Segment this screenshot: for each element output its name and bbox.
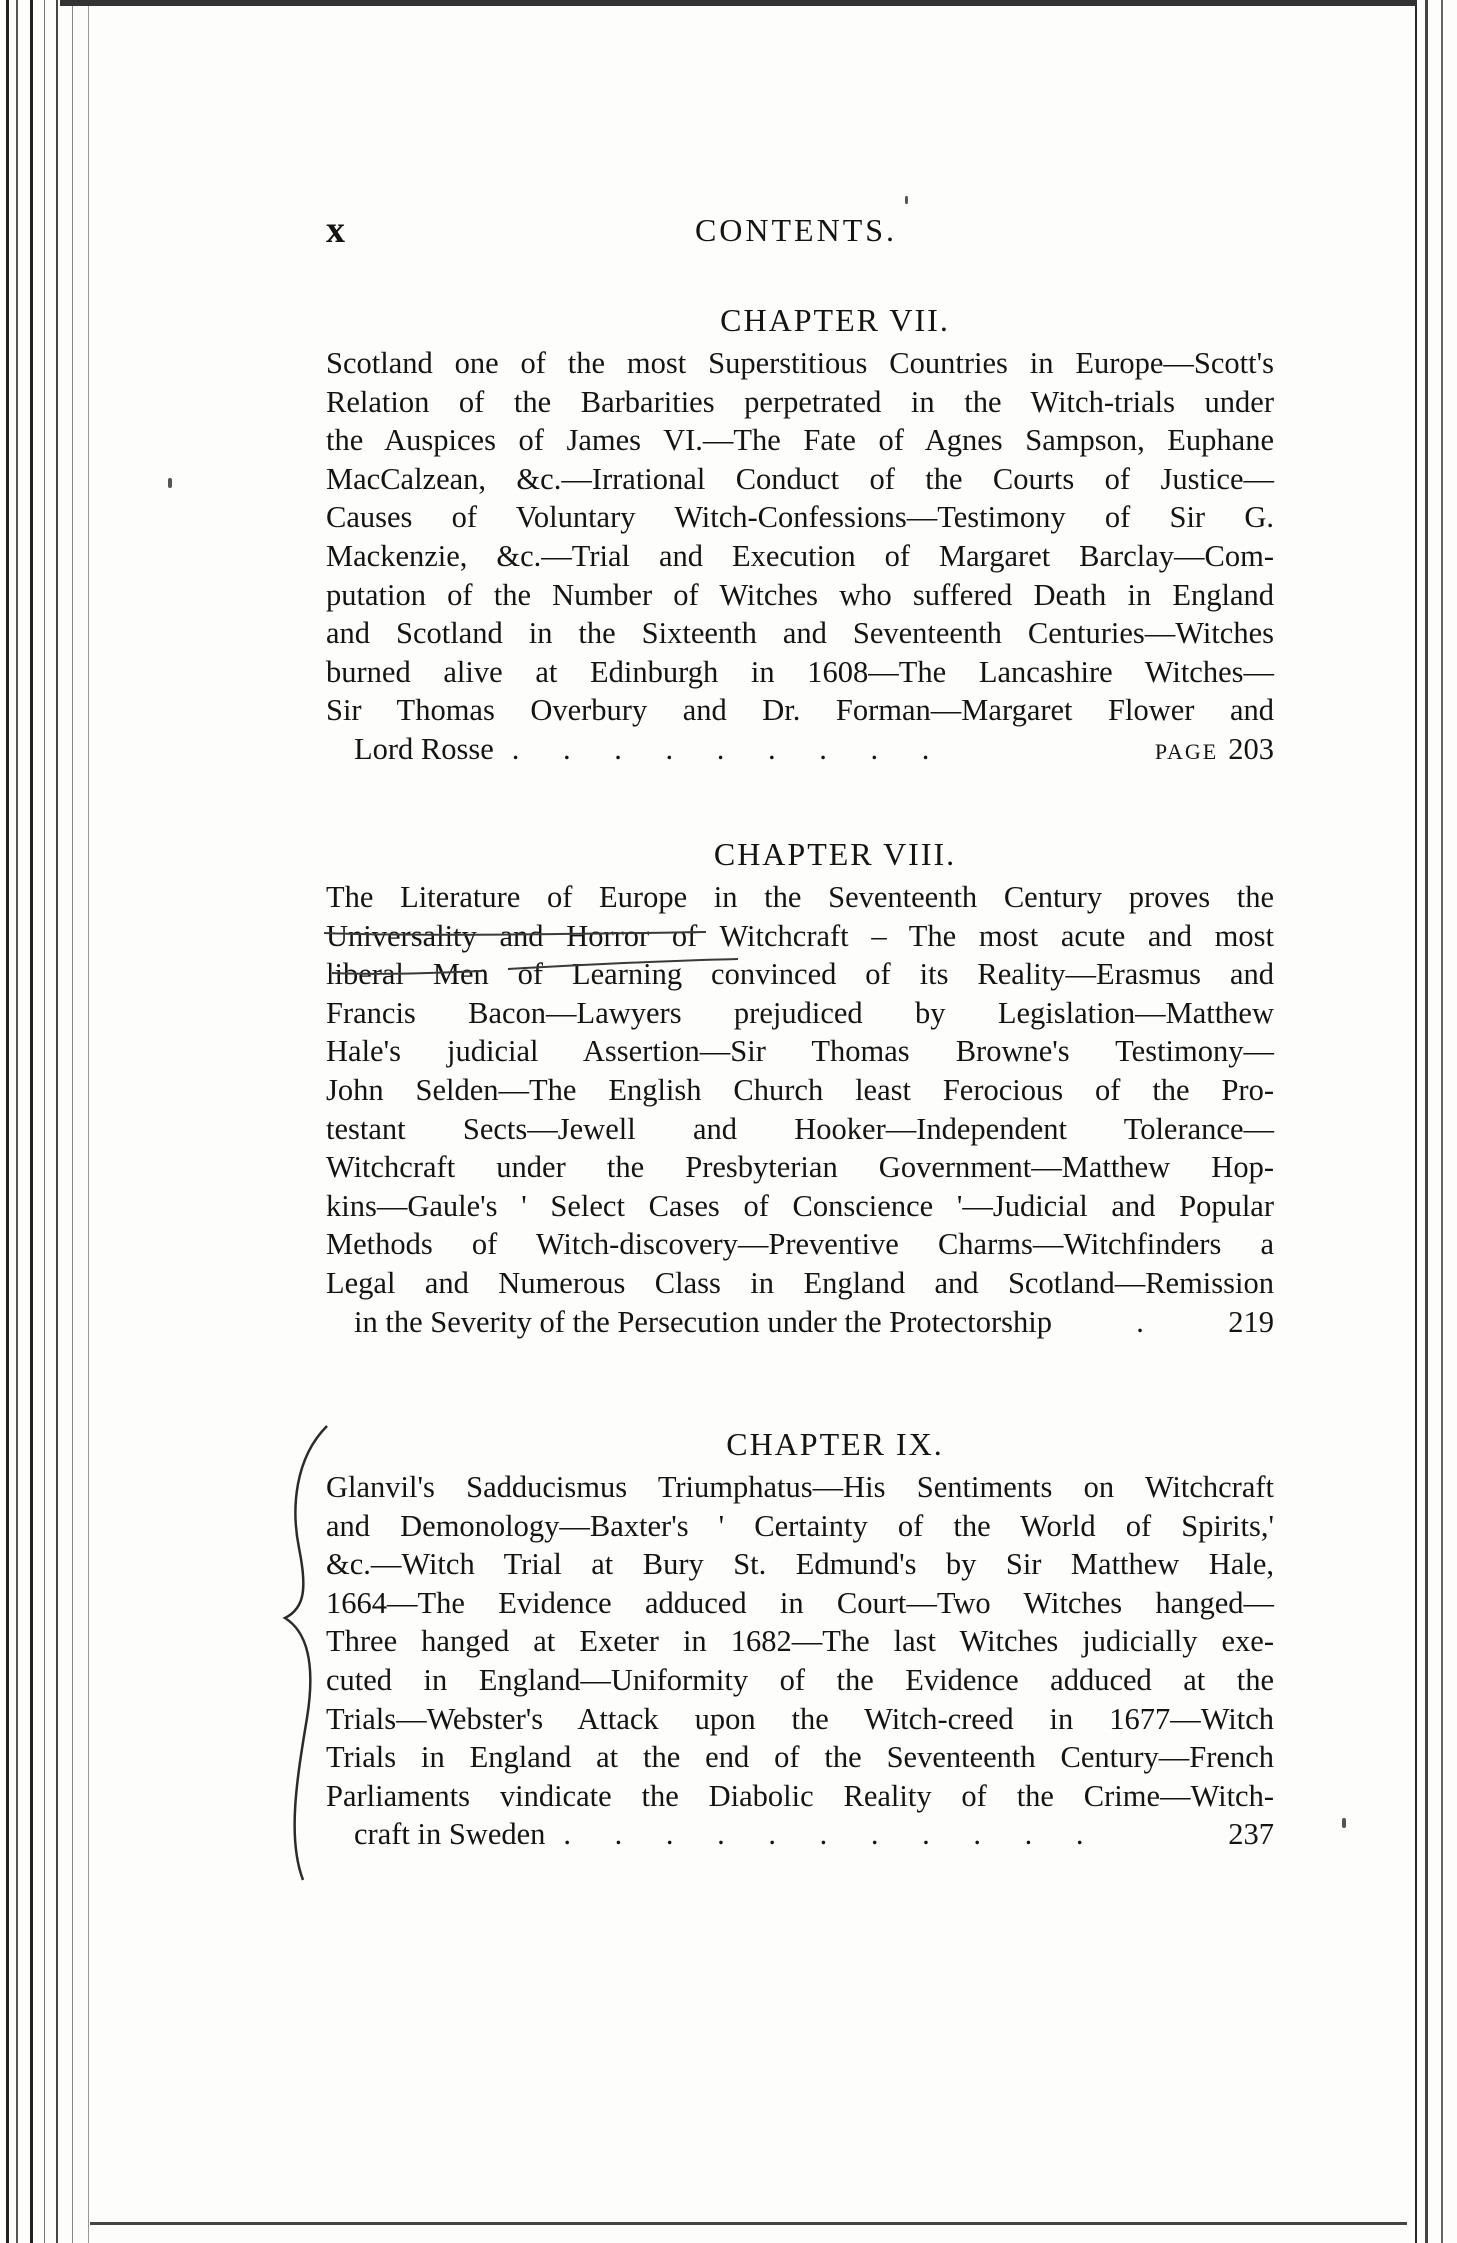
summary-line: Relation of the Barbarities perpetrated in the Witch-trials under xyxy=(326,384,1274,419)
summary-line: Glanvil's Sadducismus Triumphatus—His Sentiments on Witchcraft xyxy=(326,1470,1274,1504)
chapter-9-entry xyxy=(326,1420,1274,1854)
summary-line: and Scotland in the Sixteenth and Seventeenth Centuries—Witches xyxy=(326,616,1274,651)
page-reference-row xyxy=(326,730,1274,772)
binding-edge xyxy=(0,0,108,2243)
page-number: 237 xyxy=(1228,1817,1274,1852)
page-label: PAGE xyxy=(1154,738,1219,764)
summary-line: and Demonology—Baxter's ' Certainty of the World of Spirits,' xyxy=(326,1508,1274,1543)
summary-line: Francis Bacon—Lawyers prejudiced by Legislation—Matthew xyxy=(326,995,1274,1030)
summary-last-line: in the Severity of the Persecution under the Protectorship xyxy=(354,1304,1052,1339)
summary-line: liberal Men of Learning convinced of its Reality—Erasmus and xyxy=(326,957,1274,992)
dot-leader: . . . . . . . . . xyxy=(511,731,948,766)
right-page-edge xyxy=(1397,0,1457,2243)
summary-line: burned alive at Edinburgh in 1608—The Lancashire Witches— xyxy=(326,654,1274,689)
chapter-7-entry xyxy=(326,296,1274,772)
summary-line: kins—Gaule's ' Select Cases of Conscience '—Judicial and Popular xyxy=(326,1188,1274,1223)
summary-line: testant Sects—Jewell and Hooker—Independent Tolerance— xyxy=(326,1111,1274,1146)
summary-line: Legal and Numerous Class in England and Scotland—Remission xyxy=(326,1265,1274,1300)
summary-last-line: craft in Sweden xyxy=(354,1817,546,1852)
summary-line: Trials in England at the end of the Seventeenth Century—French xyxy=(326,1740,1274,1775)
summary-line: 1664—The Evidence adduced in Court—Two Witches hanged— xyxy=(326,1585,1274,1620)
summary-line: Hale's judicial Assertion—Sir Thomas Browne's Testimony— xyxy=(326,1034,1274,1069)
running-head xyxy=(326,208,1266,258)
summary-line: &c.—Witch Trial at Bury St. Edmund's by Sir Matthew Hale, xyxy=(326,1547,1274,1582)
pencil-underline-mark xyxy=(318,905,918,985)
summary-line: Trials—Webster's Attack upon the Witch-creed in 1677—Witch xyxy=(326,1701,1274,1736)
chapter-summary xyxy=(326,1468,1274,1854)
stray-mark xyxy=(905,196,908,204)
top-page-edge xyxy=(60,0,1417,6)
bottom-page-edge xyxy=(90,2222,1407,2225)
stray-mark xyxy=(1342,1818,1346,1828)
summary-line: John Selden—The English Church least Ferocious of the Pro- xyxy=(326,1072,1274,1107)
summary-line: Scotland one of the most Superstitious Countries in Europe—Scott's xyxy=(326,346,1274,380)
summary-line: Causes of Voluntary Witch-Confessions—Testimony of Sir G. xyxy=(326,500,1274,535)
summary-line: The Literature of Europe in the Seventeenth Century proves the xyxy=(326,880,1274,914)
page-number: 203 xyxy=(1228,731,1274,766)
page-reference-row xyxy=(326,1303,1274,1342)
page-reference-row xyxy=(326,1815,1274,1854)
summary-line: the Auspices of James VI.—The Fate of Agnes Sampson, Euphane xyxy=(326,423,1274,458)
summary-line: Three hanged at Exeter in 1682—The last Witches judicially exe- xyxy=(326,1624,1274,1659)
chapter-summary xyxy=(326,344,1274,772)
summary-line: Methods of Witch-discovery—Preventive Charms—Witchfinders a xyxy=(326,1227,1274,1262)
stray-mark xyxy=(168,478,172,488)
chapter-title: CHAPTER VII. xyxy=(720,302,950,338)
dot-leader: . xyxy=(1136,1304,1162,1339)
page-title: CONTENTS. xyxy=(694,212,898,248)
chapter-title: CHAPTER VIII. xyxy=(713,836,957,872)
summary-last-line: Lord Rosse xyxy=(354,731,494,766)
page-number: 219 xyxy=(1228,1304,1274,1339)
page-folio: x xyxy=(326,209,346,251)
summary-line: MacCalzean, &c.—Irrational Conduct of the Courts of Justice— xyxy=(326,461,1274,496)
summary-line: cuted in England—Uniformity of the Evidence adduced at the xyxy=(326,1662,1274,1697)
summary-line: Witchcraft under the Presbyterian Government—Matthew Hop- xyxy=(326,1150,1274,1185)
summary-line: Parliaments vindicate the Diabolic Reality of the Crime—Witch- xyxy=(326,1778,1274,1813)
summary-line: Mackenzie, &c.—Trial and Execution of Margaret Barclay—Com- xyxy=(326,538,1274,573)
pencil-bracket-mark xyxy=(275,1418,345,1888)
summary-line: Universality and Horror of Witchcraft – The most acute and most xyxy=(326,918,1274,953)
summary-line: Sir Thomas Overbury and Dr. Forman—Margaret Flower and xyxy=(326,693,1274,728)
dot-leader: . . . . . . . . . . . xyxy=(563,1817,1102,1852)
chapter-title: CHAPTER IX. xyxy=(726,1426,944,1462)
summary-line: putation of the Number of Witches who suffered Death in England xyxy=(326,577,1274,612)
